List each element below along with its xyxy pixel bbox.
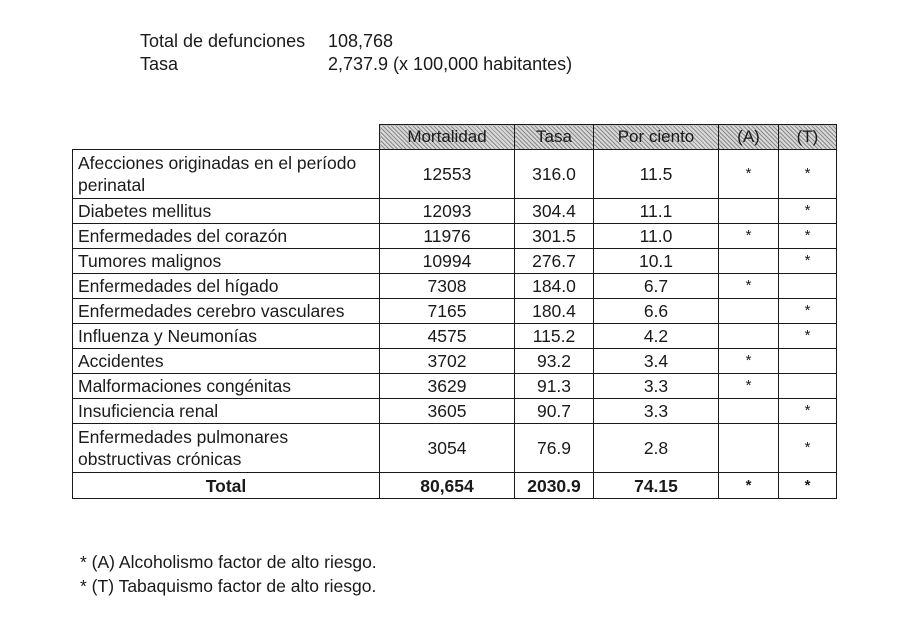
- mortality-table: [72, 124, 837, 499]
- tobacco-mark-cell: *: [779, 399, 837, 424]
- percent-cell: 2.8: [594, 424, 719, 473]
- total-label-cell: Total: [73, 473, 380, 499]
- mortality-cell: 12093: [380, 199, 515, 224]
- rate-row: [140, 53, 572, 76]
- alcohol-mark-cell: [719, 249, 779, 274]
- rate-cell: 180.4: [515, 299, 594, 324]
- percent-cell: 6.6: [594, 299, 719, 324]
- rate-cell: 304.4: [515, 199, 594, 224]
- tobacco-mark-cell: *: [779, 224, 837, 249]
- total-row: [73, 473, 837, 499]
- rate-cell: 316.0: [515, 150, 594, 199]
- header-percent: Por ciento: [594, 125, 719, 150]
- mortality-cell: 12553: [380, 150, 515, 199]
- header-alcohol: (A): [719, 125, 779, 150]
- mortality-cell: 4575: [380, 324, 515, 349]
- table-row: [73, 374, 837, 399]
- tobacco-mark-cell: [779, 349, 837, 374]
- total-rate-cell: 2030.9: [515, 473, 594, 499]
- rate-cell: 184.0: [515, 274, 594, 299]
- percent-cell: 11.1: [594, 199, 719, 224]
- alcohol-mark-cell: *: [719, 274, 779, 299]
- mortality-cell: 3702: [380, 349, 515, 374]
- alcohol-mark-cell: [719, 299, 779, 324]
- tobacco-mark-cell: *: [779, 299, 837, 324]
- percent-cell: 4.2: [594, 324, 719, 349]
- mortality-cell: 3054: [380, 424, 515, 473]
- alcohol-mark-cell: *: [719, 349, 779, 374]
- total-deaths-value: 108,768: [328, 31, 394, 51]
- table-row: [73, 324, 837, 349]
- alcohol-mark-cell: *: [719, 224, 779, 249]
- total-deaths-label: Total de defunciones: [140, 31, 306, 51]
- cause-cell: Influenza y Neumonías: [73, 324, 380, 349]
- percent-cell: 11.0: [594, 224, 719, 249]
- cause-cell: Malformaciones congénitas: [73, 374, 380, 399]
- footnotes: [80, 550, 377, 598]
- header-blank-cell: [73, 125, 380, 150]
- tobacco-mark-cell: *: [779, 424, 837, 473]
- rate-cell: 91.3: [515, 374, 594, 399]
- table-row: [73, 224, 837, 249]
- rate-cell: 301.5: [515, 224, 594, 249]
- tobacco-mark-cell: *: [779, 249, 837, 274]
- percent-cell: 3.4: [594, 349, 719, 374]
- percent-cell: 10.1: [594, 249, 719, 274]
- cause-cell: Tumores malignos: [73, 249, 380, 274]
- footnote-tobacco: * (T) Tabaquismo factor de alto riesgo.: [80, 576, 377, 596]
- summary-block: [140, 30, 572, 76]
- cause-cell: Enfermedades pulmonares obstructivas crónicas: [73, 424, 380, 473]
- header-mortality: Mortalidad: [380, 125, 515, 150]
- percent-cell: 3.3: [594, 399, 719, 424]
- table-row: [73, 199, 837, 224]
- rate-cell: 115.2: [515, 324, 594, 349]
- percent-cell: 11.5: [594, 150, 719, 199]
- total-tobacco-mark-cell: *: [779, 473, 837, 499]
- alcohol-mark-cell: [719, 424, 779, 473]
- mortality-cell: 3629: [380, 374, 515, 399]
- rate-cell: 276.7: [515, 249, 594, 274]
- header-tobacco: (T): [779, 125, 837, 150]
- table-row: [73, 249, 837, 274]
- alcohol-mark-cell: [719, 324, 779, 349]
- mortality-cell: 3605: [380, 399, 515, 424]
- total-alcohol-mark-cell: *: [719, 473, 779, 499]
- tobacco-mark-cell: [779, 374, 837, 399]
- alcohol-mark-cell: *: [719, 374, 779, 399]
- table-row: [73, 349, 837, 374]
- rate-value: 2,737.9 (x 100,000 habitantes): [328, 54, 573, 74]
- table-row: [73, 424, 837, 473]
- rate-label: Tasa: [140, 54, 179, 74]
- cause-cell: Insuficiencia renal: [73, 399, 380, 424]
- alcohol-mark-cell: [719, 199, 779, 224]
- tobacco-mark-cell: *: [779, 150, 837, 199]
- percent-cell: 3.3: [594, 374, 719, 399]
- total-deaths-row: [140, 30, 572, 53]
- cause-cell: Accidentes: [73, 349, 380, 374]
- cause-cell: Afecciones originadas en el período perinatal: [73, 150, 380, 199]
- alcohol-mark-cell: [719, 399, 779, 424]
- alcohol-mark-cell: *: [719, 150, 779, 199]
- header-rate: Tasa: [515, 125, 594, 150]
- total-mortality-cell: 80,654: [380, 473, 515, 499]
- table-header-row: [73, 125, 837, 150]
- percent-cell: 6.7: [594, 274, 719, 299]
- mortality-cell: 7308: [380, 274, 515, 299]
- table-row: [73, 150, 837, 199]
- cause-cell: Enfermedades del hígado: [73, 274, 380, 299]
- total-percent-cell: 74.15: [594, 473, 719, 499]
- cause-cell: Enfermedades cerebro vasculares: [73, 299, 380, 324]
- tobacco-mark-cell: *: [779, 324, 837, 349]
- rate-cell: 76.9: [515, 424, 594, 473]
- rate-cell: 93.2: [515, 349, 594, 374]
- table-row: [73, 299, 837, 324]
- tobacco-mark-cell: *: [779, 199, 837, 224]
- cause-cell: Enfermedades del corazón: [73, 224, 380, 249]
- footnote-alcohol: * (A) Alcoholismo factor de alto riesgo.: [80, 552, 377, 572]
- mortality-cell: 11976: [380, 224, 515, 249]
- mortality-cell: 10994: [380, 249, 515, 274]
- tobacco-mark-cell: [779, 274, 837, 299]
- table-row: [73, 274, 837, 299]
- cause-cell: Diabetes mellitus: [73, 199, 380, 224]
- rate-cell: 90.7: [515, 399, 594, 424]
- table-row: [73, 399, 837, 424]
- mortality-cell: 7165: [380, 299, 515, 324]
